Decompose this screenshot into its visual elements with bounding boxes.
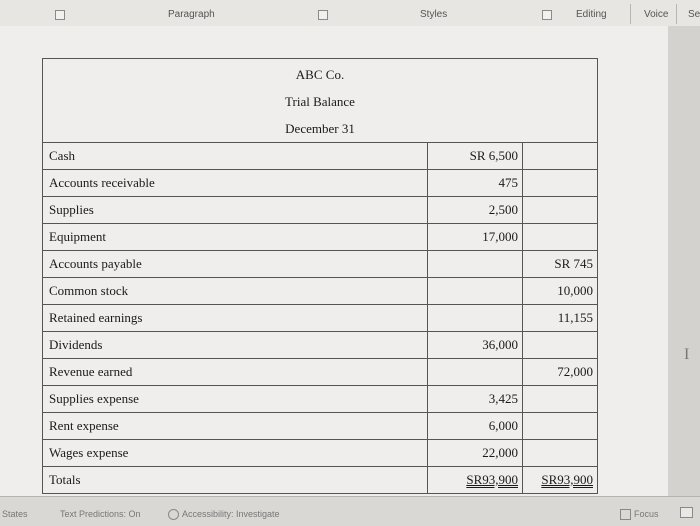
account-cell: Retained earnings — [43, 305, 428, 332]
totals-debit: SR93,900 — [428, 467, 523, 494]
table-row[interactable] — [43, 197, 598, 224]
ribbon-divider — [676, 4, 677, 24]
account-cell: Cash — [43, 143, 428, 170]
debit-cell — [428, 305, 523, 332]
accessibility-status[interactable]: Accessibility: Investigate — [168, 509, 280, 520]
account-cell: Dividends — [43, 332, 428, 359]
account-cell: Accounts payable — [43, 251, 428, 278]
totals-row[interactable] — [43, 467, 598, 494]
company-name: ABC Co. — [295, 67, 345, 82]
credit-cell: 10,000 — [523, 278, 598, 305]
font-dialog-launcher-icon[interactable] — [55, 10, 65, 20]
ribbon-group-voice: Voice — [644, 9, 669, 20]
account-cell: Common stock — [43, 278, 428, 305]
styles-dialog-launcher-icon[interactable] — [542, 10, 552, 20]
table-row[interactable] — [43, 251, 598, 278]
table-row[interactable] — [43, 386, 598, 413]
report-title: Trial Balance — [285, 94, 355, 109]
ribbon-group-paragraph: Paragraph — [168, 9, 215, 20]
account-cell: Supplies expense — [43, 386, 428, 413]
credit-cell — [523, 386, 598, 413]
text-predictions-status[interactable]: Text Predictions: On — [60, 509, 141, 519]
account-cell: Wages expense — [43, 440, 428, 467]
trial-balance-table[interactable] — [42, 58, 598, 494]
account-cell: Equipment — [43, 224, 428, 251]
table-row[interactable] — [43, 332, 598, 359]
paragraph-dialog-launcher-icon[interactable] — [318, 10, 328, 20]
states-label[interactable]: States — [2, 509, 28, 519]
credit-cell — [523, 224, 598, 251]
account-cell: Supplies — [43, 197, 428, 224]
ribbon — [0, 0, 700, 27]
ribbon-group-styles: Styles — [420, 9, 448, 20]
debit-cell — [428, 278, 523, 305]
credit-cell — [523, 332, 598, 359]
credit-cell: SR 745 — [523, 251, 598, 278]
report-date: December 31 — [285, 121, 355, 136]
credit-cell — [523, 170, 598, 197]
accessibility-icon — [168, 509, 179, 520]
focus-icon — [620, 509, 631, 520]
focus-button[interactable]: Focus — [620, 509, 659, 520]
debit-cell: 2,500 — [428, 197, 523, 224]
debit-cell: 3,425 — [428, 386, 523, 413]
account-cell: Revenue earned — [43, 359, 428, 386]
debit-cell: 475 — [428, 170, 523, 197]
table-row[interactable] — [43, 440, 598, 467]
account-cell: Rent expense — [43, 413, 428, 440]
table-row[interactable] — [43, 143, 598, 170]
totals-label: Totals — [43, 467, 428, 494]
account-cell: Accounts receivable — [43, 170, 428, 197]
credit-cell — [523, 143, 598, 170]
debit-cell — [428, 359, 523, 386]
ribbon-group-editing: Editing — [576, 9, 607, 20]
table-header-cell[interactable] — [43, 59, 598, 143]
document-margin — [668, 26, 700, 496]
print-layout-icon[interactable] — [680, 507, 693, 518]
table-row[interactable] — [43, 413, 598, 440]
credit-cell: 72,000 — [523, 359, 598, 386]
totals-credit: SR93,900 — [523, 467, 598, 494]
debit-cell: SR 6,500 — [428, 143, 523, 170]
debit-cell — [428, 251, 523, 278]
table-row[interactable] — [43, 278, 598, 305]
status-bar — [0, 496, 700, 526]
document-page[interactable] — [0, 26, 668, 496]
debit-cell: 6,000 — [428, 413, 523, 440]
credit-cell — [523, 413, 598, 440]
credit-cell: 11,155 — [523, 305, 598, 332]
table-row[interactable] — [43, 359, 598, 386]
credit-cell — [523, 197, 598, 224]
debit-cell: 17,000 — [428, 224, 523, 251]
debit-cell: 22,000 — [428, 440, 523, 467]
table-row[interactable] — [43, 305, 598, 332]
debit-cell: 36,000 — [428, 332, 523, 359]
ribbon-group-sensitivity: Se — [688, 9, 700, 20]
table-row[interactable] — [43, 170, 598, 197]
text-cursor-icon: I — [684, 346, 690, 363]
ribbon-divider — [630, 4, 631, 24]
credit-cell — [523, 440, 598, 467]
table-row[interactable] — [43, 224, 598, 251]
